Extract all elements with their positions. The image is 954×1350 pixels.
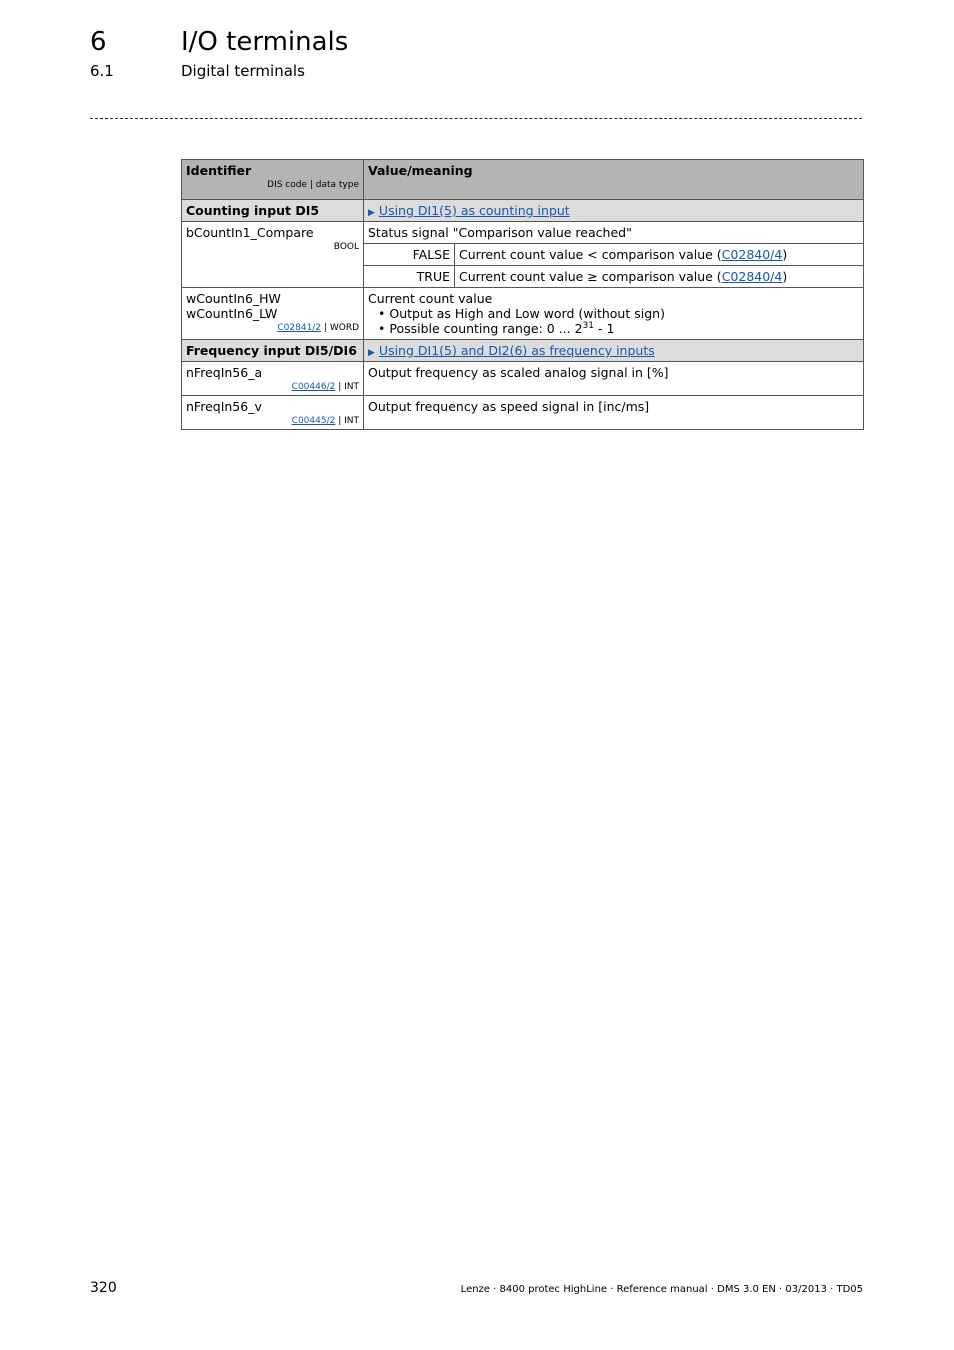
desc-freq-a: Output frequency as scaled analog signal in [%] <box>364 362 864 396</box>
compare-states <box>364 243 863 287</box>
triangle-right-icon: ▶ <box>368 348 375 359</box>
desc-count: Current count value <box>368 291 493 306</box>
table-row-freq-a <box>182 362 864 396</box>
count-bullets <box>368 306 859 336</box>
triangle-right-icon: ▶ <box>368 208 375 218</box>
code-link-c02840-true[interactable]: C02840/4 <box>721 269 783 284</box>
section-title: Digital terminals <box>181 62 305 80</box>
link-frequency-inputs[interactable]: Using DI1(5) and DI2(6) as frequency inputs <box>378 343 655 359</box>
header-identifier-sub: DIS code | data type <box>267 180 359 190</box>
header-divider <box>90 118 862 119</box>
group-link-cell-counting <box>364 200 864 222</box>
value-cell-count <box>364 288 864 340</box>
page-number: 320 <box>90 1280 117 1296</box>
code-type-freq-v: C00445/2 | INT <box>291 416 359 427</box>
code-link-c00445[interactable]: C00445/2 <box>291 416 336 427</box>
chapter-title: I/O terminals <box>181 27 349 57</box>
link-counting-input[interactable]: Using DI1(5) as counting input <box>378 203 570 218</box>
table-row-count <box>182 288 864 340</box>
identifier-cell-compare <box>182 222 364 288</box>
identifier-count-lw: wCountIn6_LW <box>186 306 278 321</box>
code-type-count: C02841/2 | WORD <box>277 323 359 333</box>
table-row-freq-v <box>182 396 864 430</box>
identifier-freq-v: nFreqIn56_v <box>186 399 262 415</box>
state-desc-true: Current count value ≥ comparison value (C02840/4) <box>455 266 864 288</box>
group-label-counting: Counting input DI5 <box>182 200 364 222</box>
chapter-number: 6 <box>90 27 107 57</box>
state-row-true <box>364 266 863 288</box>
code-link-c00446[interactable]: C00446/2 <box>291 382 336 393</box>
desc-compare: Status signal "Comparison value reached" <box>368 225 632 240</box>
value-cell-compare <box>364 222 864 288</box>
identifier-cell-freq-a <box>182 362 364 396</box>
identifier-cell-count <box>182 288 364 340</box>
code-link-c02840-false[interactable]: C02840/4 <box>721 247 783 262</box>
state-key-true: TRUE <box>364 266 455 288</box>
group-label-frequency: Frequency input DI5/DI6 <box>182 340 364 362</box>
group-row-counting <box>182 200 864 222</box>
footer-doc-info: Lenze · 8400 protec HighLine · Reference manual · DMS 3.0 EN · 03/2013 · TD05 <box>460 1284 863 1295</box>
identifier-compare: bCountIn1_Compare <box>186 225 314 240</box>
group-link-cell-frequency <box>364 340 864 362</box>
identifier-count-hw: wCountIn6_HW <box>186 291 281 306</box>
state-row-false <box>364 244 863 266</box>
header-value: Value/meaning <box>364 160 864 200</box>
header-identifier-label: Identifier <box>186 163 252 178</box>
code-link-c02841[interactable]: C02841/2 <box>277 323 322 333</box>
table-header-row <box>182 160 864 200</box>
header-identifier <box>182 160 364 200</box>
desc-freq-v: Output frequency as speed signal in [inc/ms] <box>364 396 864 430</box>
state-desc-false: Current count value < comparison value (C02840/4) <box>455 244 864 266</box>
section-number: 6.1 <box>90 62 114 80</box>
parameter-table <box>181 159 864 430</box>
identifier-cell-freq-v <box>182 396 364 430</box>
table-row-compare <box>182 222 864 288</box>
count-bullet-2: • Possible counting range: 0 ... $2^{31} - 1$ <box>378 321 859 336</box>
group-row-frequency <box>182 340 864 362</box>
identifier-freq-a: nFreqIn56_a <box>186 365 263 381</box>
datatype-compare: BOOL <box>333 242 359 252</box>
count-bullet-1: • Output as High and Low word (without sign) <box>378 306 859 321</box>
code-type-freq-a: C00446/2 | INT <box>291 382 359 393</box>
state-key-false: FALSE <box>364 244 455 266</box>
